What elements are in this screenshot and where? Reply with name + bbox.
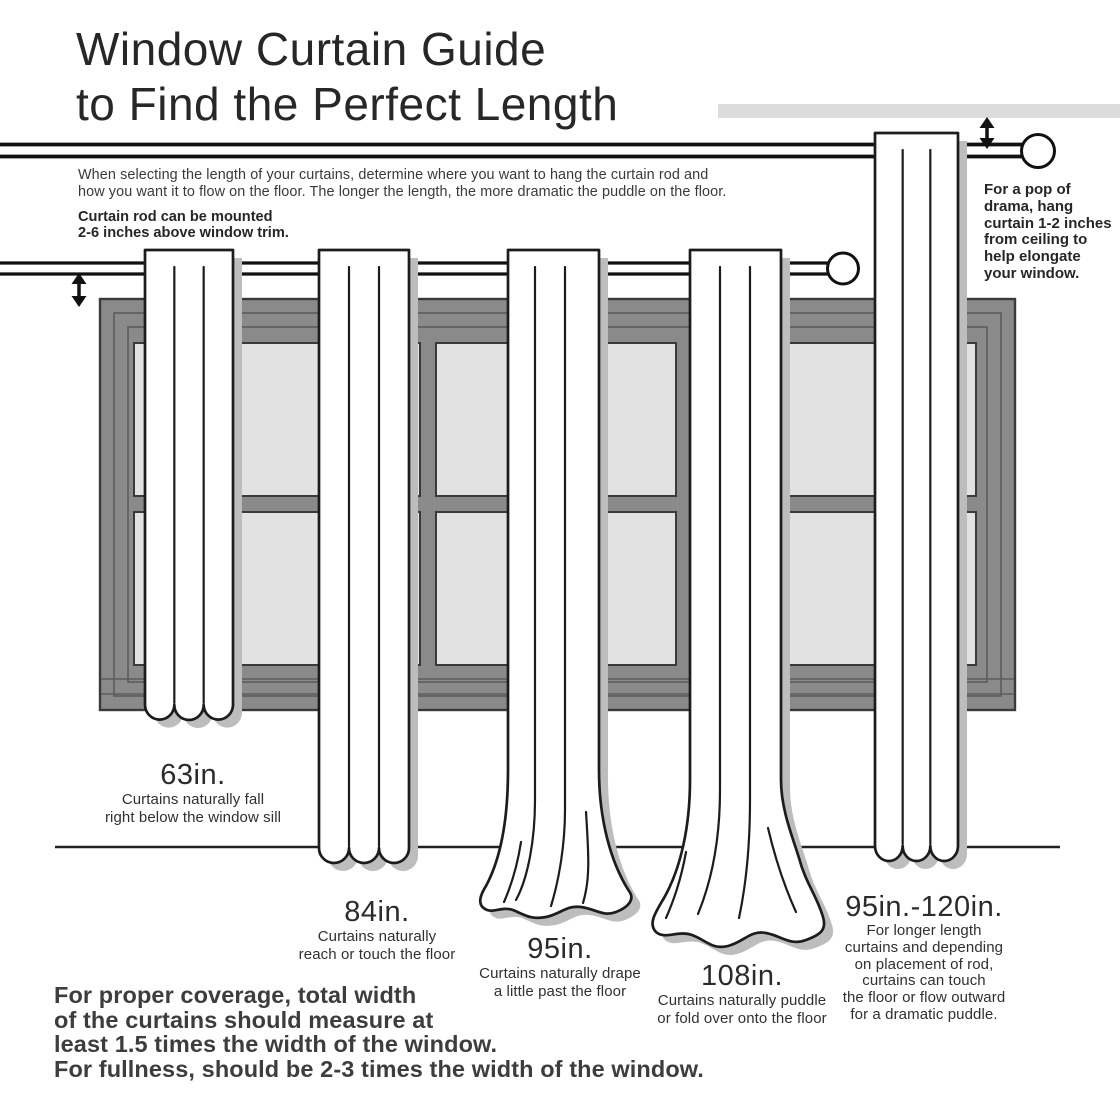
length-value: 63in.	[160, 759, 226, 791]
length-description-line: curtains can touch	[862, 972, 986, 990]
ceiling-note-line: curtain 1-2 inches	[984, 214, 1112, 232]
rod-finial-ball	[1022, 135, 1055, 168]
length-description-line: Curtains naturally drape	[479, 965, 641, 982]
length-description-line: reach or touch the floor	[298, 945, 456, 963]
length-description-line: right below the window sill	[104, 808, 282, 826]
curtain-63in	[145, 250, 242, 728]
curtain-95-120in	[875, 133, 967, 869]
rod-mount-note	[78, 209, 289, 242]
page-title	[76, 22, 618, 132]
accent-bar	[718, 104, 1120, 118]
rod-mount-note-line: Curtain rod can be mounted	[78, 209, 273, 225]
width-guidance	[54, 983, 704, 1081]
label-95in-120in	[774, 892, 1074, 1024]
intro-paragraph	[78, 167, 726, 200]
rod-finial-ball	[828, 253, 859, 284]
ceiling-note-line: For a pop of	[984, 181, 1071, 198]
length-description-line: a little past the floor	[493, 982, 627, 1000]
page-title-line: Window Curtain Guide	[76, 23, 547, 75]
ceiling-note-line: help elongate	[984, 248, 1081, 266]
length-value: 84in.	[344, 896, 410, 928]
length-description-line: the floor or flow outward	[842, 989, 1006, 1007]
length-description-line: for a dramatic puddle.	[850, 1005, 998, 1023]
length-description-line: or fold over onto the floor	[657, 1009, 827, 1027]
rod-mount-note-line: 2-6 inches above window trim.	[78, 225, 289, 242]
length-description-line: on placement of rod,	[854, 955, 994, 973]
length-description-line: curtains and depending	[844, 938, 1004, 956]
mount-height-arrow	[72, 273, 87, 307]
length-value: 95in.	[527, 933, 593, 965]
length-value: 108in.	[700, 960, 783, 992]
length-description-line: Curtains naturally puddle	[657, 992, 827, 1009]
width-guidance-line: least 1.5 times the width of the window.	[54, 1031, 498, 1058]
length-description-line: Curtains naturally fall	[121, 791, 265, 808]
page-title-line: to Find the Perfect Length	[76, 78, 619, 130]
ceiling-hang-note	[984, 182, 1112, 283]
ceiling-note-line: drama, hang	[984, 197, 1074, 215]
ceiling-note-line: your window.	[984, 264, 1080, 282]
length-description-line: For longer length	[866, 922, 982, 939]
length-description-line: Curtains naturally	[317, 928, 437, 945]
intro-line: how you want it to flow on the floor. The longer the length, the more dramatic the puddle on the floor.	[78, 183, 727, 200]
length-value: 95in.-120in.	[845, 891, 1003, 923]
width-guidance-line: For proper coverage, total width	[54, 982, 417, 1008]
label-63in	[43, 760, 343, 826]
intro-line: When selecting the length of your curtains, determine where you want to hang the curtain rod and	[78, 167, 709, 183]
ceiling-note-line: from ceiling to	[984, 231, 1088, 249]
width-guidance-line: For fullness, should be 2-3 times the width of the window.	[54, 1055, 704, 1082]
width-guidance-line: of the curtains should measure at	[54, 1006, 434, 1033]
